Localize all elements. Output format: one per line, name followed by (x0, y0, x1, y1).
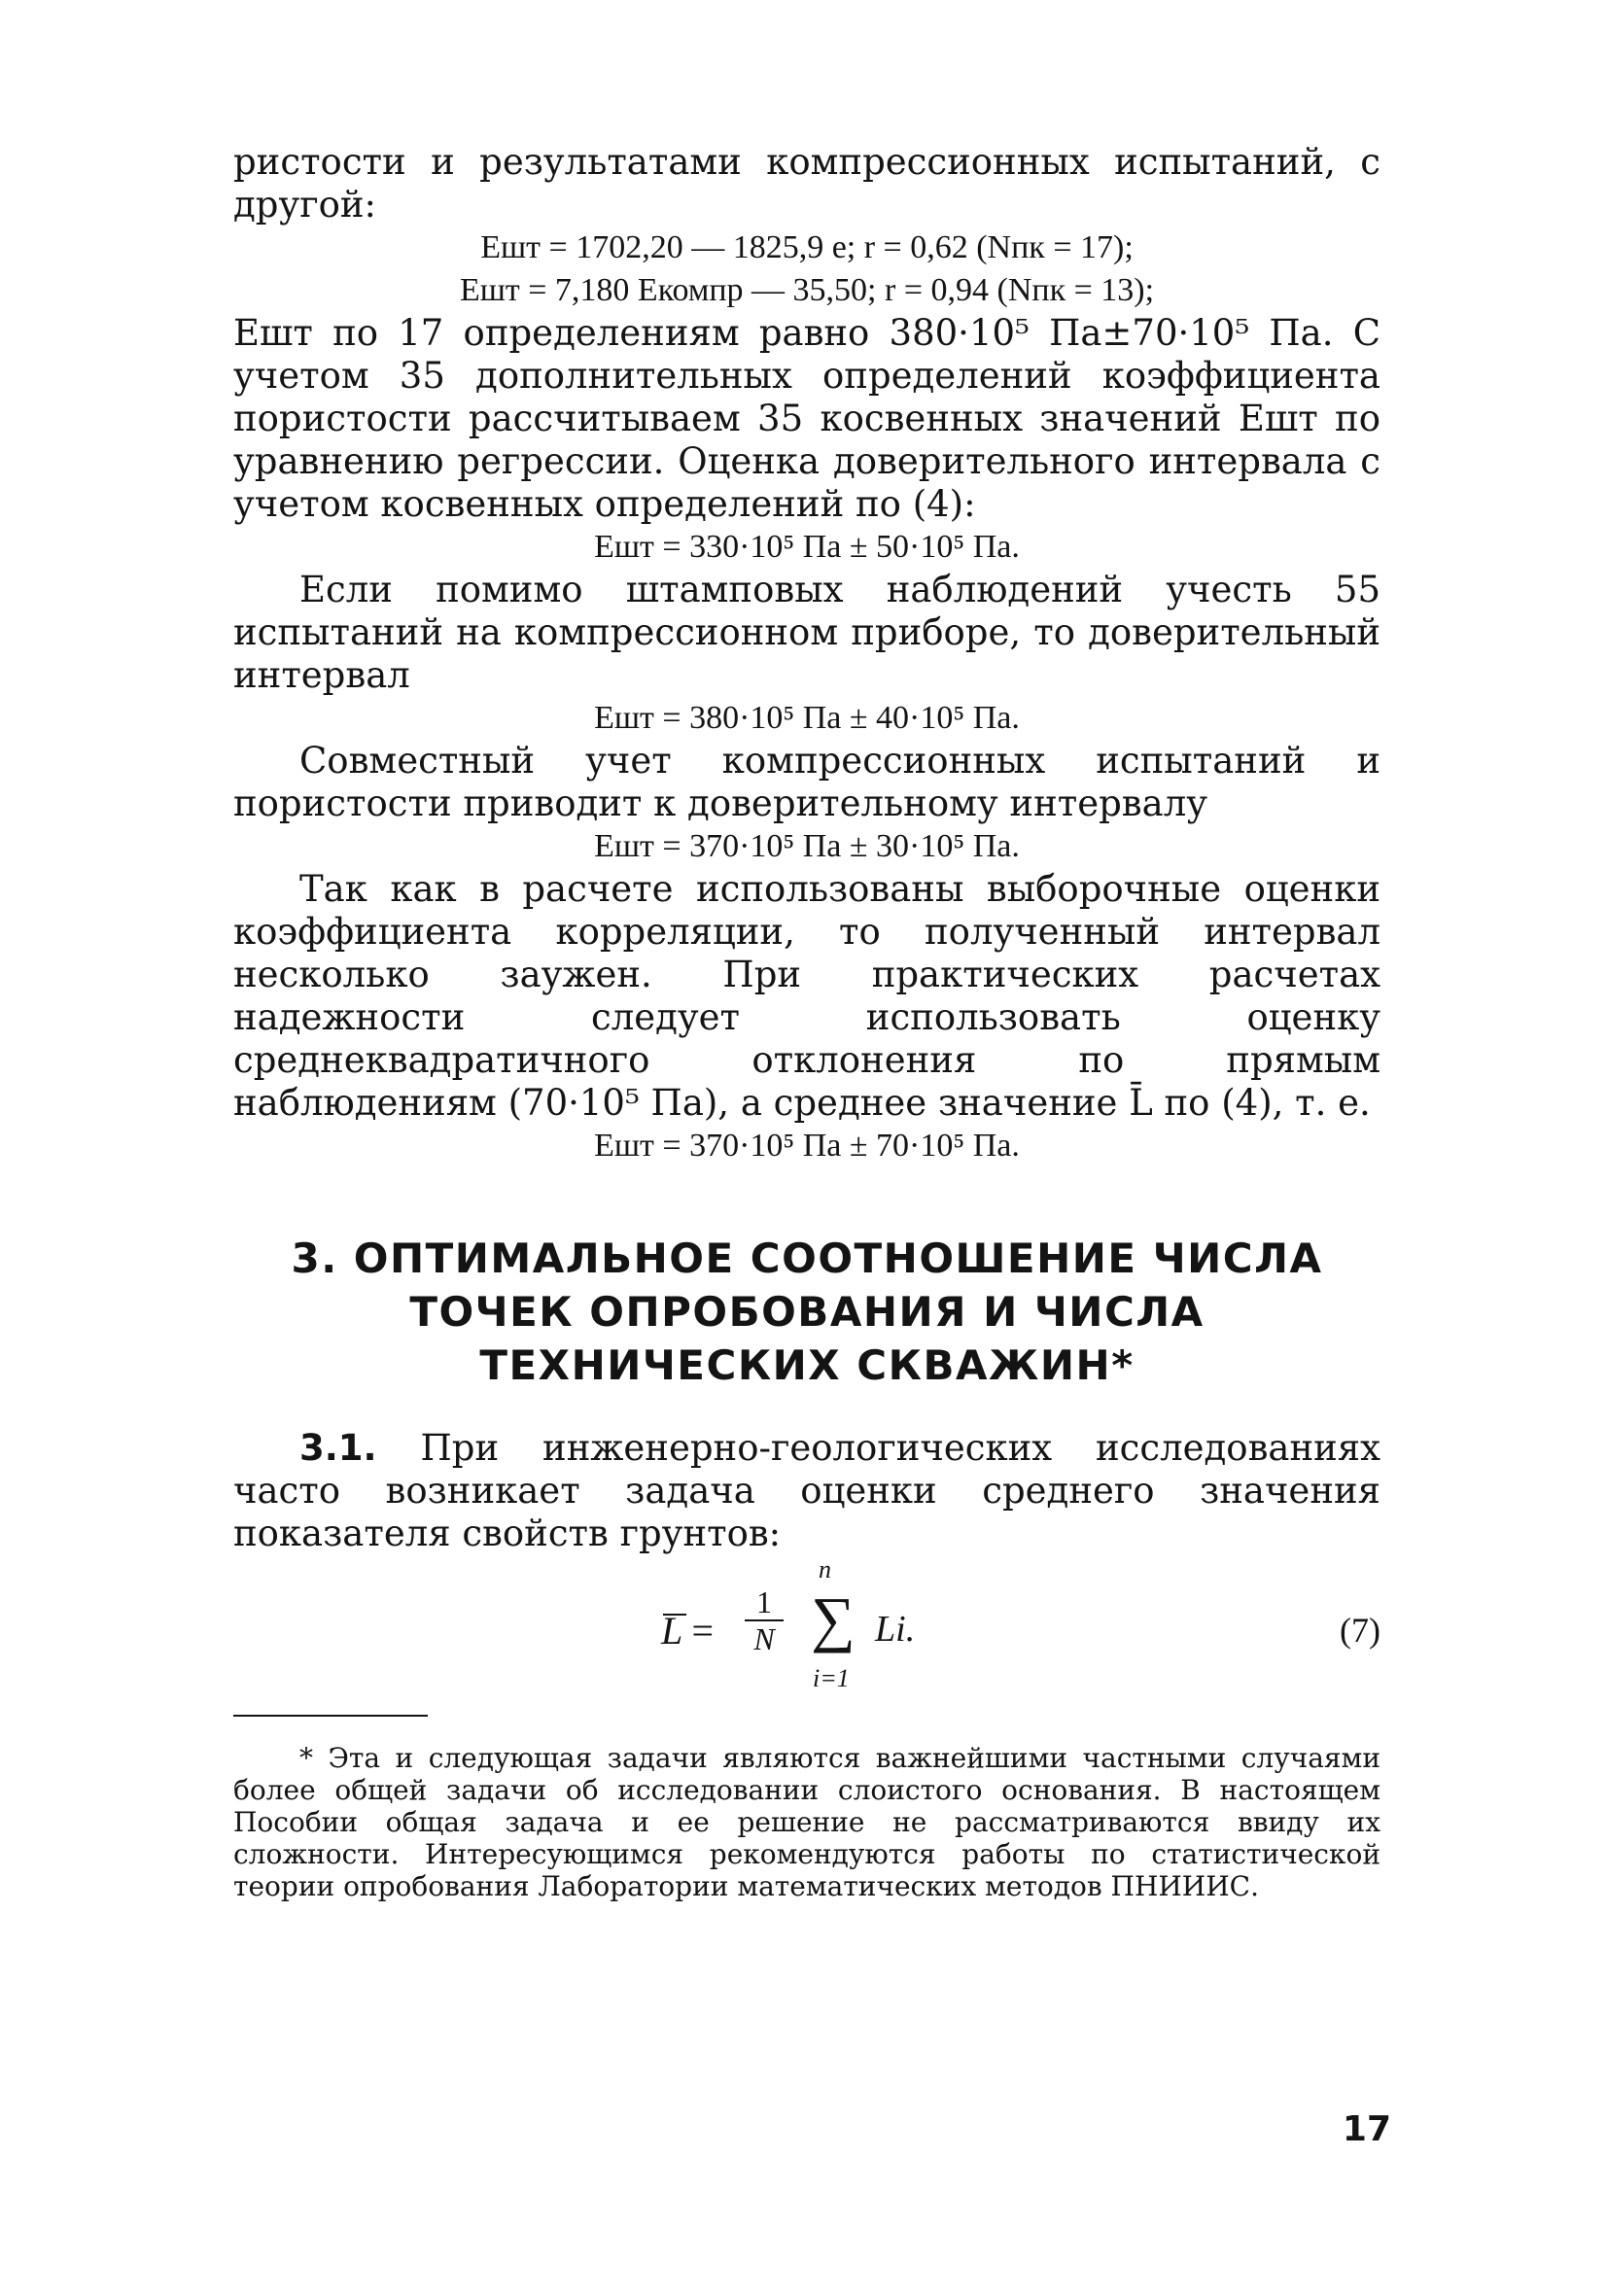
paragraph-5: Так как в расчете использованы выборочные оценки коэффициента корреляции, то полученный интервал несколько заужен. При практических расчетах надежности следует использовать оценку среднеквадратичного отклонения по прямым наблюдениям (70·10⁵ Па), а среднее значение L̄ по (4), т. е. (233, 868, 1380, 1124)
paragraph-2: Eшт по 17 определениям равно 380·10⁵ Па±70·10⁵ Па. С учетом 35 дополнительных определений коэффициента пористости рассчитываем 35 косвенных значений Eшт по уравнению регрессии. Оценка доверительного интервала с учетом косвенных определений по (4): (233, 312, 1380, 525)
formula-lhs: L = (661, 1609, 715, 1652)
footnote: * Эта и следующая задачи являются важнейшими частными случаями более общей задачи об исследовании слоистого основания. В настоящем Пособии общая задача и ее решение не рассматриваются ввиду их сложности. Интересующимся рекомендуются работы по статистической теории опробования Лаборатории математических методов ПНИИИС. (233, 1742, 1380, 1902)
formula-7 (233, 1555, 1380, 1713)
formula-numerator: 1 (745, 1584, 784, 1621)
formula-term: Li. (875, 1609, 916, 1650)
heading-line-2: ТОЧЕК ОПРОБОВАНИЯ И ЧИСЛА (409, 1288, 1205, 1336)
heading-line-3: ТЕХНИЧЕСКИХ СКВАЖИН* (479, 1341, 1135, 1389)
equation-regression-1: Eшт = 1702,20 — 1825,9 e; r = 0,62 (Nпк = 17); (480, 229, 1134, 265)
paragraph-1: ристости и результатами компрессионных испытаний, с другой: (233, 141, 1380, 226)
footnote-divider (233, 1715, 428, 1717)
paragraph-4: Совместный учет компрессионных испытаний и пористости приводит к доверительному интервалу (233, 740, 1380, 824)
paragraph-3: Если помимо штамповых наблюдений учесть 55 испытаний на компрессионном приборе, то доверительный интервал (233, 569, 1380, 696)
equation-number: (7) (1340, 1611, 1380, 1650)
formula-fraction (745, 1584, 784, 1656)
equation-interval-3: Eшт = 370·10⁵ Па ± 30·10⁵ Па. (594, 828, 1020, 864)
equation-regression-2: Eшт = 7,180 Eкомпр — 35,50; r = 0,94 (Nпк = 13); (459, 272, 1155, 308)
section-heading (233, 1232, 1380, 1392)
page-body (233, 141, 1380, 1902)
equation-interval-1: Eшт = 330·10⁵ Па ± 50·10⁵ Па. (594, 529, 1020, 565)
formula-lower-limit: i=1 (813, 1664, 850, 1692)
equation-interval-4: Eшт = 370·10⁵ Па ± 70·10⁵ Па. (594, 1128, 1020, 1164)
heading-line-1: 3. ОПТИМАЛЬНОЕ СООТНОШЕНИЕ ЧИСЛА (291, 1235, 1323, 1282)
formula-upper-limit: n (819, 1555, 831, 1583)
sum-symbol: ∑ (811, 1584, 856, 1653)
section-3-1-text: При инженерно-геологических исследованиях часто возникает задача оценки среднего значения показателя свойств грунтов: (233, 1427, 1381, 1554)
formula-denominator: N (753, 1621, 775, 1656)
section-number: 3.1. (299, 1427, 377, 1469)
page-number: 17 (1342, 2109, 1391, 2149)
section-3-1-paragraph (233, 1427, 1380, 1555)
equation-interval-2: Eшт = 380·10⁵ Па ± 40·10⁵ Па. (594, 700, 1020, 736)
